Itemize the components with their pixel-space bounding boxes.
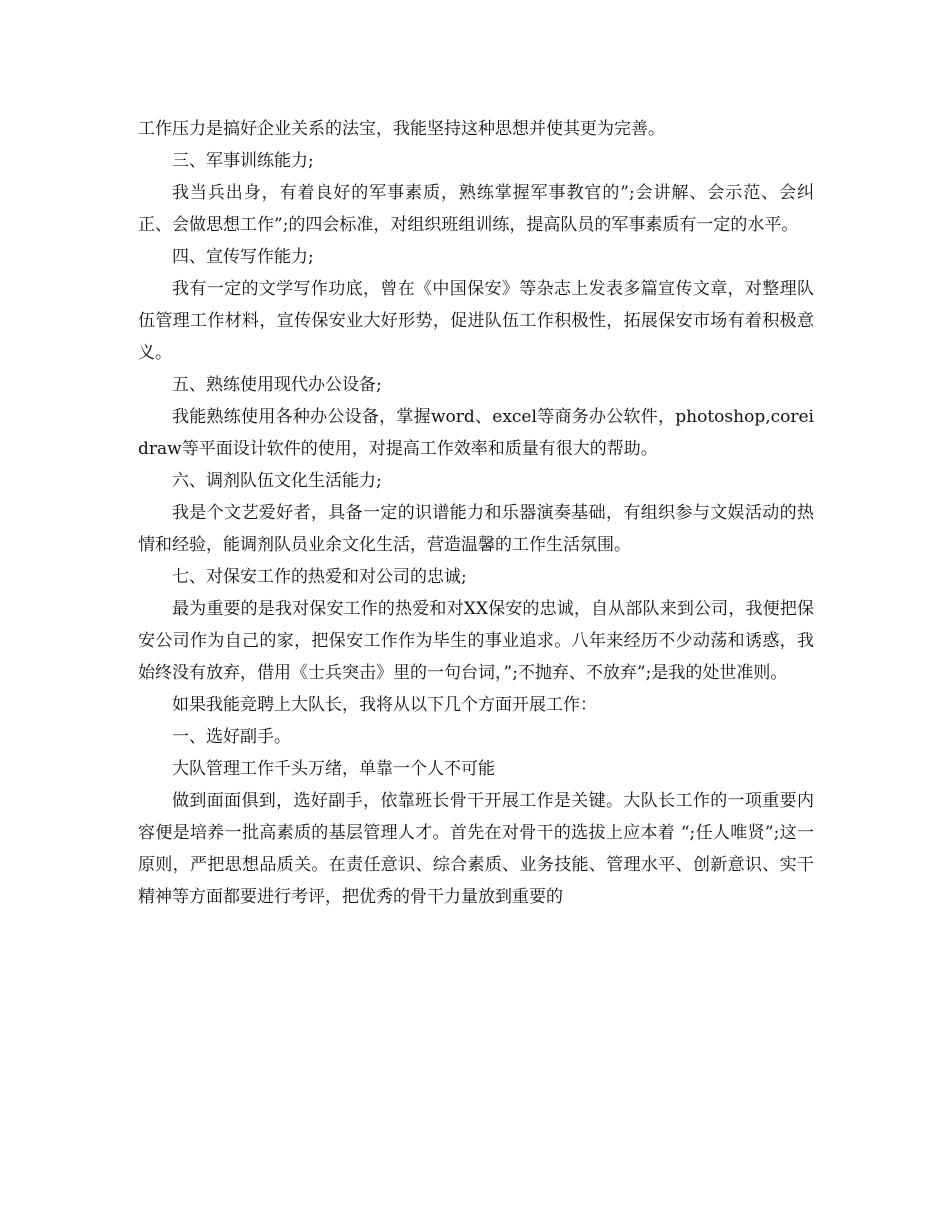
paragraph-deputy-2: 做到面面俱到，选好副手，依靠班长骨干开展工作是关键。大队长工作的一项重要内容便是培养一批高素质的基层管理人才。首先在对骨干的选拔上应本着 “;任人唯贤”;这一原则，严把思想品质关。在责任意识、综合素质、业务技能、管理水平、创新意识、实干精神等方面都要进行考评，把优秀的骨干力量放到重要的	[138, 791, 814, 907]
paragraph-writing-ability: 我有一定的文学写作功底，曾在《中国保安》等杂志上发表多篇宣传文章，对整理队伍管理工作材料，宣传保安业大好形势，促进队伍工作积极性，拓展保安市场有着积极意义。	[138, 279, 814, 363]
paragraph-office-equipment: 我能熟练使用各种办公设备，掌握word、excel等商务办公软件，photoshop,coreidraw等平面设计软件的使用，对提高工作效率和质量有很大的帮助。	[138, 407, 814, 459]
heading-cultural-life: 六、调剂队伍文化生活能力;	[172, 471, 382, 491]
heading-office-equipment: 五、熟练使用现代办公设备;	[172, 375, 382, 395]
paragraph-cultural-life: 我是个文艺爱好者，具备一定的识谱能力和乐器演奏基础，有组织参与文娱活动的热情和经验，能调剂队员业余文化生活，营造温馨的工作生活氛围。	[138, 503, 814, 555]
paragraph-1: 工作压力是搞好企业关系的法宝，我能坚持这种思想并使其更为完善。	[138, 119, 665, 139]
paragraph-deputy-1: 大队管理工作千头万绪，单靠一个人不可能	[172, 759, 495, 779]
document-body	[138, 113, 814, 913]
heading-loyalty: 七、对保安工作的热爱和对公司的忠诚;	[172, 567, 467, 587]
heading-choose-deputy: 一、选好副手。	[172, 727, 291, 747]
heading-military-training: 三、军事训练能力;	[172, 151, 314, 171]
paragraph-work-plan-intro: 如果我能竞聘上大队长，我将从以下几个方面开展工作：	[172, 695, 597, 715]
paragraph-military-training: 我当兵出身，有着良好的军事素质，熟练掌握军事教官的”;会讲解、会示范、会纠正、会做思想工作”;的四会标准，对组织班组训练，提高队员的军事素质有一定的水平。	[138, 183, 814, 235]
paragraph-loyalty: 最为重要的是我对保安工作的热爱和对XX保安的忠诚，自从部队来到公司，我便把保安公司作为自己的家，把保安工作作为毕生的事业追求。八年来经历不少动荡和诱惑，我始终没有放弃，借用《士兵突击》里的一句台词，”;不抛弃、不放弃”;是我的处世准则。	[138, 599, 814, 683]
heading-writing-ability: 四、宣传写作能力;	[172, 247, 314, 267]
